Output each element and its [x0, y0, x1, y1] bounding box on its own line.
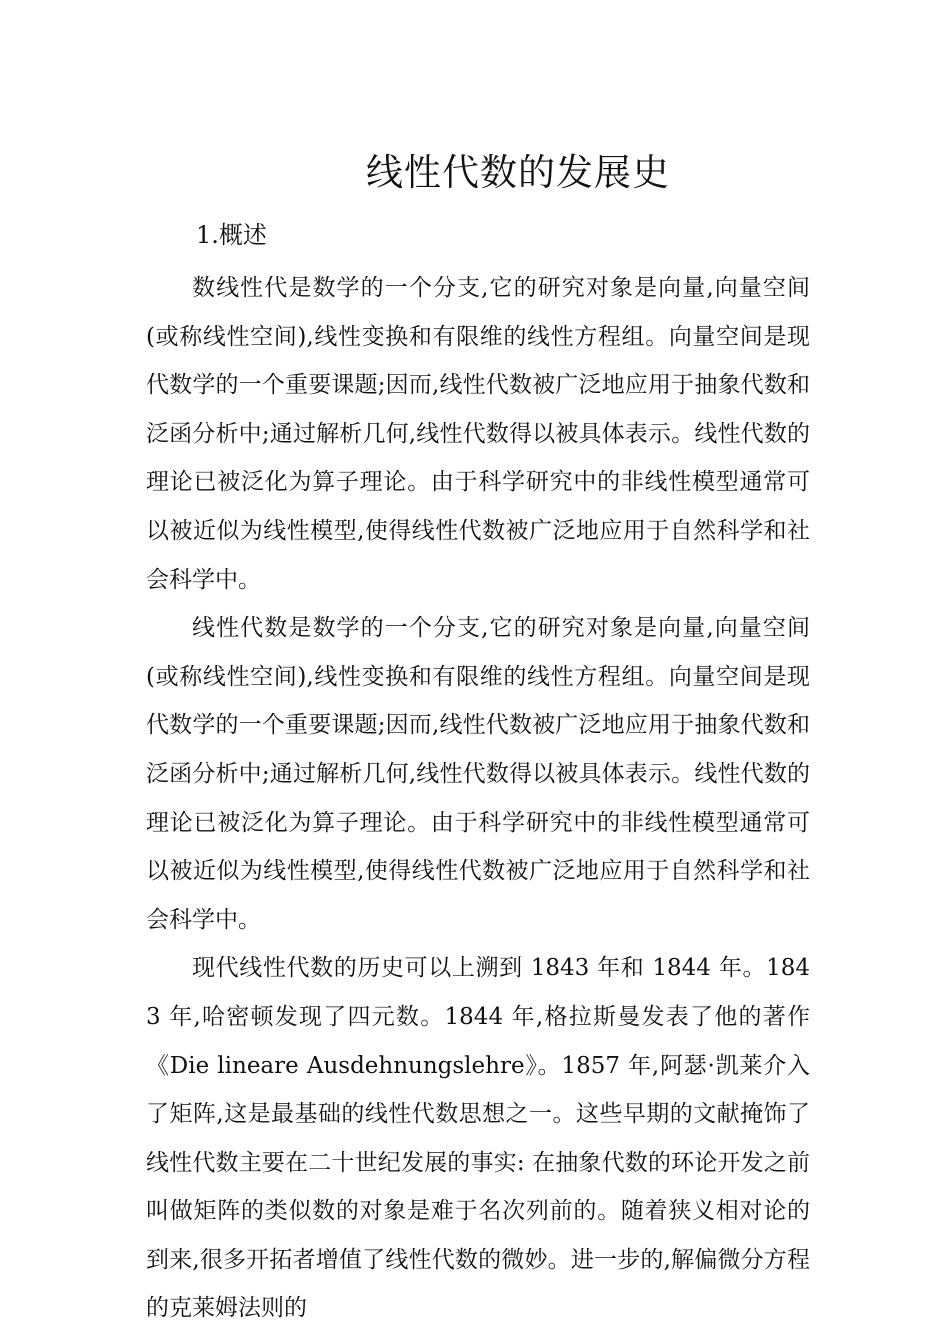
paragraph-1: 数线性代是数学的一个分支,它的研究对象是向量,向量空间(或称线性空间),线性变换和有限维的线性方程组。向量空间是现代数学的一个重要课题;因而,线性代数被广泛地应用于抽象代数和泛函分析中;通过解析几何,线性代数得以被具体表示。线性代数的理论已被泛化为算子理论。由于科学研究中的非线性模型通常可以被近似为线性模型,使得线性代数被广泛地应用于自然科学和社会科学中。: [146, 275, 810, 593]
paragraph-3: 现代线性代数的历史可以上溯到 1843 年和 1844 年。1843 年,哈密顿发现了四元数。1844 年,格拉斯曼发表了他的著作《Die lineare Ausdehnungslehre》。1857 年,阿瑟·凯莱介入了矩阵,这是最基础的线性代数思想之一。这些早期的文献掩饰了线性代数主要在二十世纪发展的事实: 在抽象代数的环论开发之前叫做矩阵的类似数的对象是难于名次列前的。随着狭义相对论的到来,很多开拓者增值了线性代数的微妙。进一步的,解偏微分方程的克莱姆法则的: [146, 955, 810, 1322]
paragraph-2: 线性代数是数学的一个分支,它的研究对象是向量,向量空间(或称线性空间),线性变换和有限维的线性方程组。向量空间是现代数学的一个重要课题;因而,线性代数被广泛地应用于抽象代数和泛函分析中;通过解析几何,线性代数得以被具体表示。线性代数的理论已被泛化为算子理论。由于科学研究中的非线性模型通常可以被近似为线性模型,使得线性代数被广泛地应用于自然科学和社会科学中。: [146, 615, 810, 933]
body-text: [146, 264, 810, 1333]
document-title: [0, 148, 950, 198]
section-heading: 1.概述: [196, 221, 267, 249]
document-title-text: 线性代数的发展史: [366, 151, 670, 194]
